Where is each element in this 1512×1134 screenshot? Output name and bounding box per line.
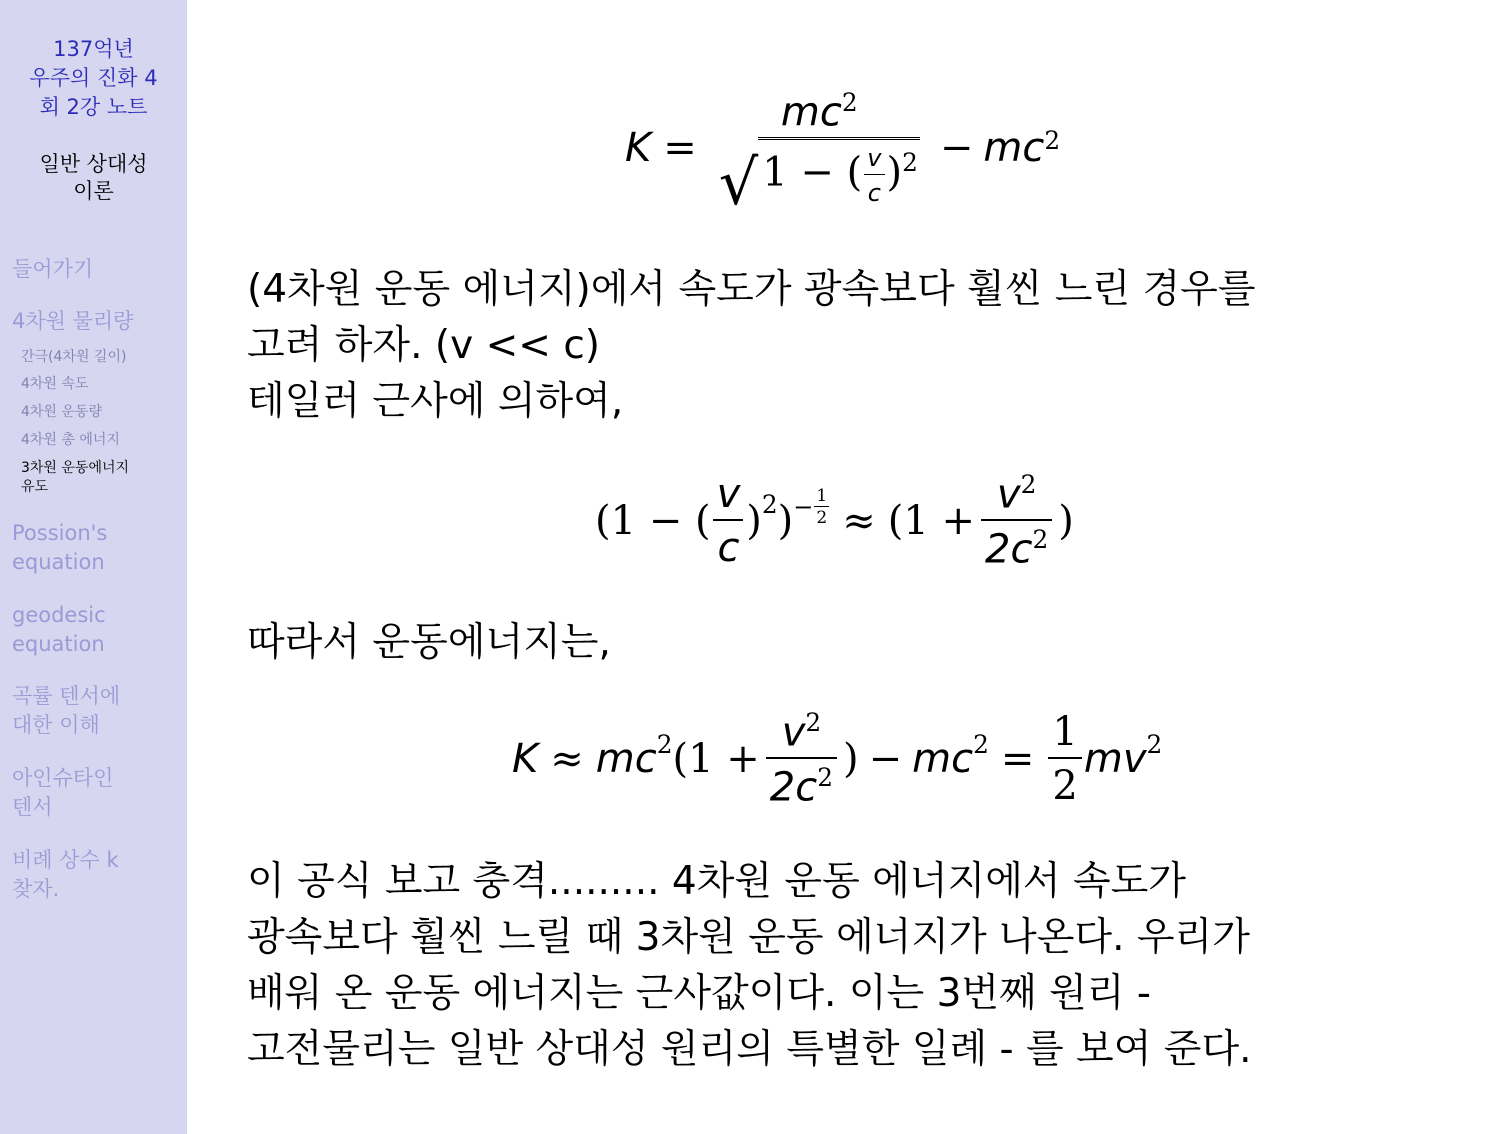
- sidebar-section-constant-k[interactable]: 비례 상수 k 찾자.: [12, 848, 119, 901]
- sidebar-section-einstein-tensor[interactable]: 아인슈타인 텐서: [12, 766, 114, 819]
- sidebar-subsection-4d-total-energy[interactable]: 4차원 총 에너지: [21, 432, 120, 448]
- sidebar-section-intro[interactable]: 들어가기: [12, 257, 94, 281]
- sidebar-subsection-3d-kinetic-energy[interactable]: 3차원 운동에너지 유도: [21, 460, 130, 495]
- sidebar-section-geodesic[interactable]: geodesic equation: [12, 603, 106, 656]
- sidebar-section-curvature[interactable]: 곡률 텐서에 대한 이해: [12, 684, 121, 737]
- sidebar-navigation: [0, 0, 187, 1134]
- therefore-paragraph: 따라서 운동에너지는,: [247, 620, 611, 665]
- kinetic-energy-equation: K = $mc^2$ √ 1 − ( $\frac{v}{c}$ )$^2$ − mc 2: [625, 88, 1061, 220]
- sidebar-section-poisson[interactable]: Possion's equation: [12, 521, 108, 574]
- square-root: √ 1 − ( $\frac{v}{c}$ )$^2$: [719, 137, 920, 207]
- equation-fraction: $mc^2$ √ 1 − ( $\frac{v}{c}$ )$^2$: [718, 88, 918, 220]
- conclusion-paragraph: 이 공식 보고 충격......... 4차원 운동 에너지에서 속도가 광속보다 훨씬 느릴 때 3차원 운동 에너지가 나온다. 우리가 배워 온 운동 에너지는 근사값이다. 이는 3번째 원리 - 고전물리는 일반 상대성 원리의 특별한 일례 - 를 보여 준다.: [247, 859, 1252, 1072]
- classical-kinetic-energy-equation: K ≈ mc $^2$ (1 + $\frac{v^2}{2c^2}$ ) − mc $^2$ = $\frac{1}{2}$ mv $^2$: [512, 708, 1163, 811]
- presentation-subtitle[interactable]: 일반 상대성 이론: [39, 152, 148, 203]
- sidebar-section-4d-quantities[interactable]: 4차원 물리량: [12, 309, 134, 333]
- presentation-title[interactable]: 137억년 우주의 진화 4 회 2강 노트: [29, 37, 158, 119]
- sidebar-subsection-4d-velocity[interactable]: 4차원 속도: [21, 376, 89, 392]
- sidebar-subsection-4d-momentum[interactable]: 4차원 운동량: [21, 404, 102, 420]
- taylor-approximation-equation: (1 − ( $\frac{v}{c}$ ) $^2$ ) − $\frac{1}{2}$ ≈ (1 + $\frac{v^2}{2c^2}$ ): [595, 470, 1074, 573]
- sidebar-subsection-interval[interactable]: 간극(4차원 길이): [21, 349, 127, 365]
- intro-paragraph: (4차원 운동 에너지)에서 속도가 광속보다 훨씬 느린 경우를 고려 하자. (v << c) 테일러 근사에 의하여,: [247, 267, 1256, 424]
